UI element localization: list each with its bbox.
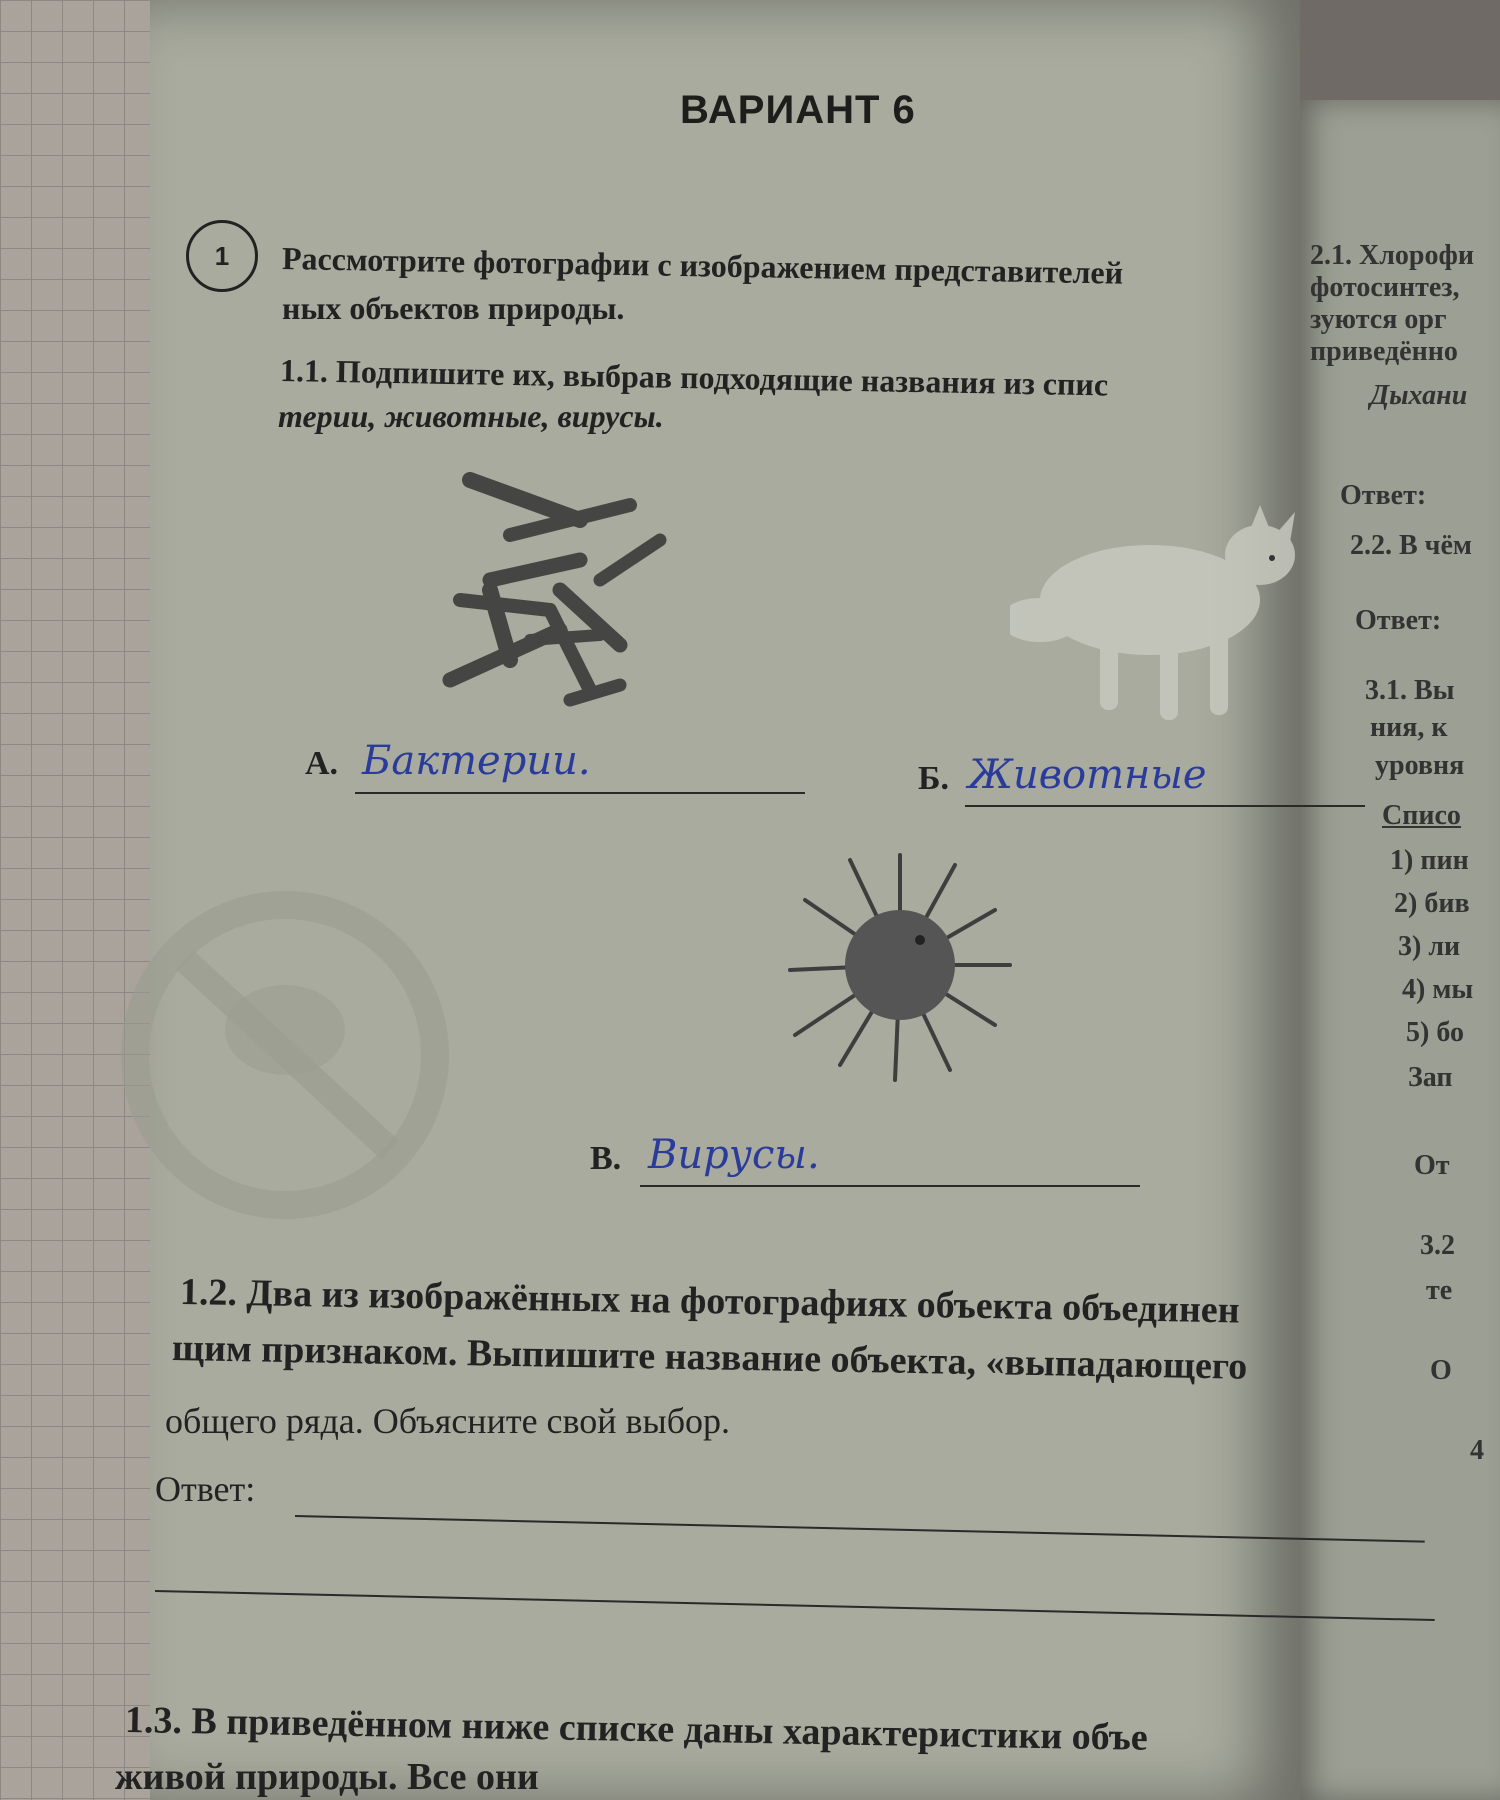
answer-label: Ответ: [155,1469,256,1509]
right-line: Дыхани [1370,380,1468,411]
task13-text-line2: живой природы. Все они [115,1756,539,1798]
label-a: А. [305,745,339,782]
watermark-stamp-icon [100,880,470,1230]
right-line: Ответ: [1340,480,1427,511]
right-line: зуются орг [1310,304,1447,335]
task11-text-line1: 1.1. Подпишите их, выбрав подходящие названия из спис [279,352,1109,403]
fox-illustration-icon [1010,500,1310,730]
question-number-badge: 1 [186,220,258,292]
page-title: ВАРИАНТ 6 [680,88,916,132]
task13-text-line1: 1.3. В приведённом ниже списке даны характеристики объе [124,1699,1149,1759]
right-line: приведённо [1310,336,1458,367]
right-line: 2) бив [1394,888,1470,919]
task12-text-line3: общего ряда. Объясните свой выбор. [165,1401,731,1441]
right-line: 5) бо [1406,1017,1464,1048]
right-line: фотосинтез, [1310,272,1460,303]
bacteria-illustration-icon [430,460,690,720]
answer-b-handwritten[interactable]: Животные [968,752,1207,798]
answer-b-line [965,805,1365,807]
task1-text-line2: ных объектов природы. [282,290,625,326]
right-line: От [1414,1150,1450,1181]
right-line: уровня [1375,750,1465,781]
right-line: 2.2. В чём [1350,530,1472,561]
right-line: те [1426,1275,1453,1306]
label-v: В. [590,1140,622,1177]
answer-v-handwritten[interactable]: Вирусы. [648,1132,820,1178]
right-line: ния, к [1370,712,1448,743]
right-page [1290,100,1500,1800]
right-line: 1) пин [1390,845,1469,876]
right-line: 4) мы [1402,974,1474,1005]
virus-illustration-icon [780,840,1020,1090]
right-line: 4 [1470,1435,1484,1466]
answer-a-handwritten[interactable]: Бактерии. [362,738,591,784]
right-line: 3.1. Вы [1365,675,1455,706]
right-line: О [1430,1355,1452,1386]
right-line: Зап [1408,1062,1453,1093]
right-line: 3) ли [1398,931,1461,962]
task11-text-line2: терии, животные, вирусы. [278,398,664,434]
right-line: Списо [1382,800,1461,831]
label-b: Б. [918,760,949,797]
right-line: Ответ: [1355,605,1442,636]
answer-a-line [355,792,805,794]
right-line: 2.1. Хлорофи [1310,240,1475,271]
task12-text-line2: щим признаком. Выпишите название объекта, «выпадающего [171,1327,1248,1388]
task12-text-line1: 1.2. Два из изображённых на фотографиях объекта объединен [179,1271,1240,1332]
right-line: 3.2 [1420,1230,1455,1261]
task1-text-line1: Рассмотрите фотографии с изображением представителей [281,240,1124,291]
answer-v-line [640,1185,1140,1187]
